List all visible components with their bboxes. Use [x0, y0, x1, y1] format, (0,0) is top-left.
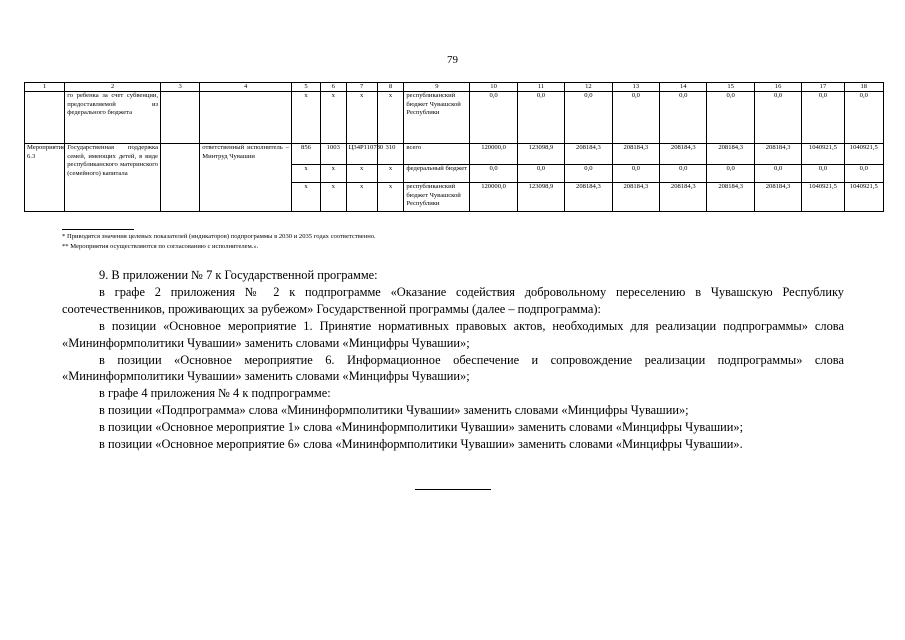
- value-cell: 0,0: [802, 165, 844, 183]
- header-cell: 5: [292, 83, 321, 92]
- table-cell: [161, 144, 200, 212]
- funding-source-cell: всего: [404, 144, 470, 165]
- value-cell: 0,0: [517, 165, 564, 183]
- header-cell: 11: [517, 83, 564, 92]
- paragraph: в позиции «Подпрограмма» слова «Мининформполитики Чувашии» заменить словами «Минцифры Чувашии»;: [99, 403, 689, 418]
- value-cell: 0,0: [660, 92, 707, 144]
- paragraph: в позиции «Основное мероприятие 1. Принятие нормативных правовых актов, необходимых для реализации подпрограммы» слова «Мининформполитики Чувашии» заменить словами «Минцифры Чувашии»;: [62, 318, 844, 350]
- value-cell: 0,0: [707, 165, 754, 183]
- value-cell: 0,0: [517, 92, 564, 144]
- table-cell: х: [377, 92, 404, 144]
- funding-source-cell: республиканский бюджет Чувашской Республики: [404, 92, 470, 144]
- value-cell: 1040921,5: [844, 183, 883, 212]
- value-cell: 208184,3: [754, 183, 801, 212]
- table-cell: х: [346, 183, 377, 212]
- table-cell: х: [292, 92, 321, 144]
- header-cell: 10: [470, 83, 517, 92]
- responsible-cell: ответственный исполнитель – Минтруд Чувашии: [200, 144, 292, 212]
- value-cell: 208184,3: [660, 183, 707, 212]
- table-cell: х: [346, 92, 377, 144]
- table-cell: х: [377, 183, 404, 212]
- table-cell: х: [292, 165, 321, 183]
- header-cell: 8: [377, 83, 404, 92]
- value-cell: 0,0: [565, 92, 612, 144]
- header-cell: 14: [660, 83, 707, 92]
- value-cell: 0,0: [565, 165, 612, 183]
- value-cell: 0,0: [707, 92, 754, 144]
- event-type-cell: Мероприятие 6.3: [25, 144, 65, 212]
- header-cell: 4: [200, 83, 292, 92]
- value-cell: 208184,3: [612, 144, 659, 165]
- value-cell: 208184,3: [707, 144, 754, 165]
- footnote-divider: [62, 229, 134, 230]
- page-number: 79: [447, 54, 458, 66]
- value-cell: 0,0: [844, 165, 883, 183]
- header-cell: 9: [404, 83, 470, 92]
- funding-source-cell: республиканский бюджет Чувашской Республики: [404, 183, 470, 212]
- event-name-cell: Государственная поддержка семей, имеющих детей, в виде республиканского материнского (семейного) капитала: [65, 144, 161, 212]
- table-cell: [161, 92, 200, 144]
- table-cell: 310: [377, 144, 404, 165]
- value-cell: 123098,9: [517, 183, 564, 212]
- amendment-text: [62, 267, 844, 453]
- paragraph: в графе 2 приложения № 2 к подпрограмме «Оказание содействия добровольному переселению в Чувашскую Республику соотечественников, проживающих за рубежом» Государственной программы (далее – подпрограмма):: [62, 284, 844, 316]
- value-cell: 120000,0: [470, 144, 517, 165]
- paragraph: 9. В приложении № 7 к Государственной программе:: [99, 268, 378, 282]
- table-cell: [200, 92, 292, 144]
- table-cell: Ц34Р110780: [346, 144, 377, 165]
- paragraph: в позиции «Основное мероприятие 6» слова «Мининформполитики Чувашии» заменить словами «Минцифры Чувашии».: [99, 437, 743, 452]
- header-cell: 6: [320, 83, 346, 92]
- header-cell: 1: [25, 83, 65, 92]
- table-cell: [25, 92, 65, 144]
- value-cell: 208184,3: [707, 183, 754, 212]
- budget-table: [24, 82, 884, 212]
- table-row: [25, 144, 884, 165]
- header-cell: 3: [161, 83, 200, 92]
- table-cell: х: [320, 92, 346, 144]
- header-cell: 18: [844, 83, 883, 92]
- paragraph: в графе 4 приложения № 4 к подпрограмме:: [99, 386, 331, 401]
- value-cell: 0,0: [612, 165, 659, 183]
- paragraph: в позиции «Основное мероприятие 1» слова «Мининформполитики Чувашии» заменить словами «Минцифры Чувашии»;: [99, 420, 744, 435]
- value-cell: 0,0: [470, 92, 517, 144]
- table-cell: х: [377, 165, 404, 183]
- value-cell: 1040921,5: [844, 144, 883, 165]
- value-cell: 0,0: [802, 92, 844, 144]
- value-cell: 0,0: [612, 92, 659, 144]
- header-cell: 16: [754, 83, 801, 92]
- value-cell: 0,0: [754, 165, 801, 183]
- footnote: ** Мероприятия осуществляются по согласованию с исполнителем.».: [62, 242, 259, 250]
- table-header-row: [25, 83, 884, 92]
- value-cell: 0,0: [470, 165, 517, 183]
- funding-source-cell: федеральный бюджет: [404, 165, 470, 183]
- value-cell: 0,0: [844, 92, 883, 144]
- header-cell: 7: [346, 83, 377, 92]
- value-cell: 208184,3: [754, 144, 801, 165]
- value-cell: 1040921,5: [802, 144, 844, 165]
- value-cell: 0,0: [754, 92, 801, 144]
- table-cell: 856: [292, 144, 321, 165]
- value-cell: 0,0: [660, 165, 707, 183]
- table-cell: х: [346, 165, 377, 183]
- value-cell: 208184,3: [612, 183, 659, 212]
- footnote: * Приводятся значения целевых показателей (индикаторов) подпрограммы в 2030 и 2035 годах соответственно.: [62, 233, 376, 240]
- value-cell: 123098,9: [517, 144, 564, 165]
- header-cell: 2: [65, 83, 161, 92]
- end-divider: [415, 489, 491, 490]
- table-cell: х: [320, 183, 346, 212]
- table-cell: х: [292, 183, 321, 212]
- header-cell: 17: [802, 83, 844, 92]
- table-cell: 1003: [320, 144, 346, 165]
- value-cell: 208184,3: [565, 183, 612, 212]
- paragraph: в позиции «Основное мероприятие 6. Информационное обеспечение и сопровождение реализации подпрограммы» слова «Мининформполитики Чувашии» заменить словами «Минцифры Чувашии»;: [62, 352, 844, 384]
- header-cell: 12: [565, 83, 612, 92]
- table-cell: х: [320, 165, 346, 183]
- value-cell: 208184,3: [565, 144, 612, 165]
- header-cell: 13: [612, 83, 659, 92]
- table-row: [25, 92, 884, 144]
- header-cell: 15: [707, 83, 754, 92]
- item-name-cell: го ребенка за счет субвенции, предоставляемой из федерального бюджета: [65, 92, 161, 144]
- value-cell: 1040921,5: [802, 183, 844, 212]
- value-cell: 120000,0: [470, 183, 517, 212]
- footnotes: [62, 229, 376, 251]
- value-cell: 208184,3: [660, 144, 707, 165]
